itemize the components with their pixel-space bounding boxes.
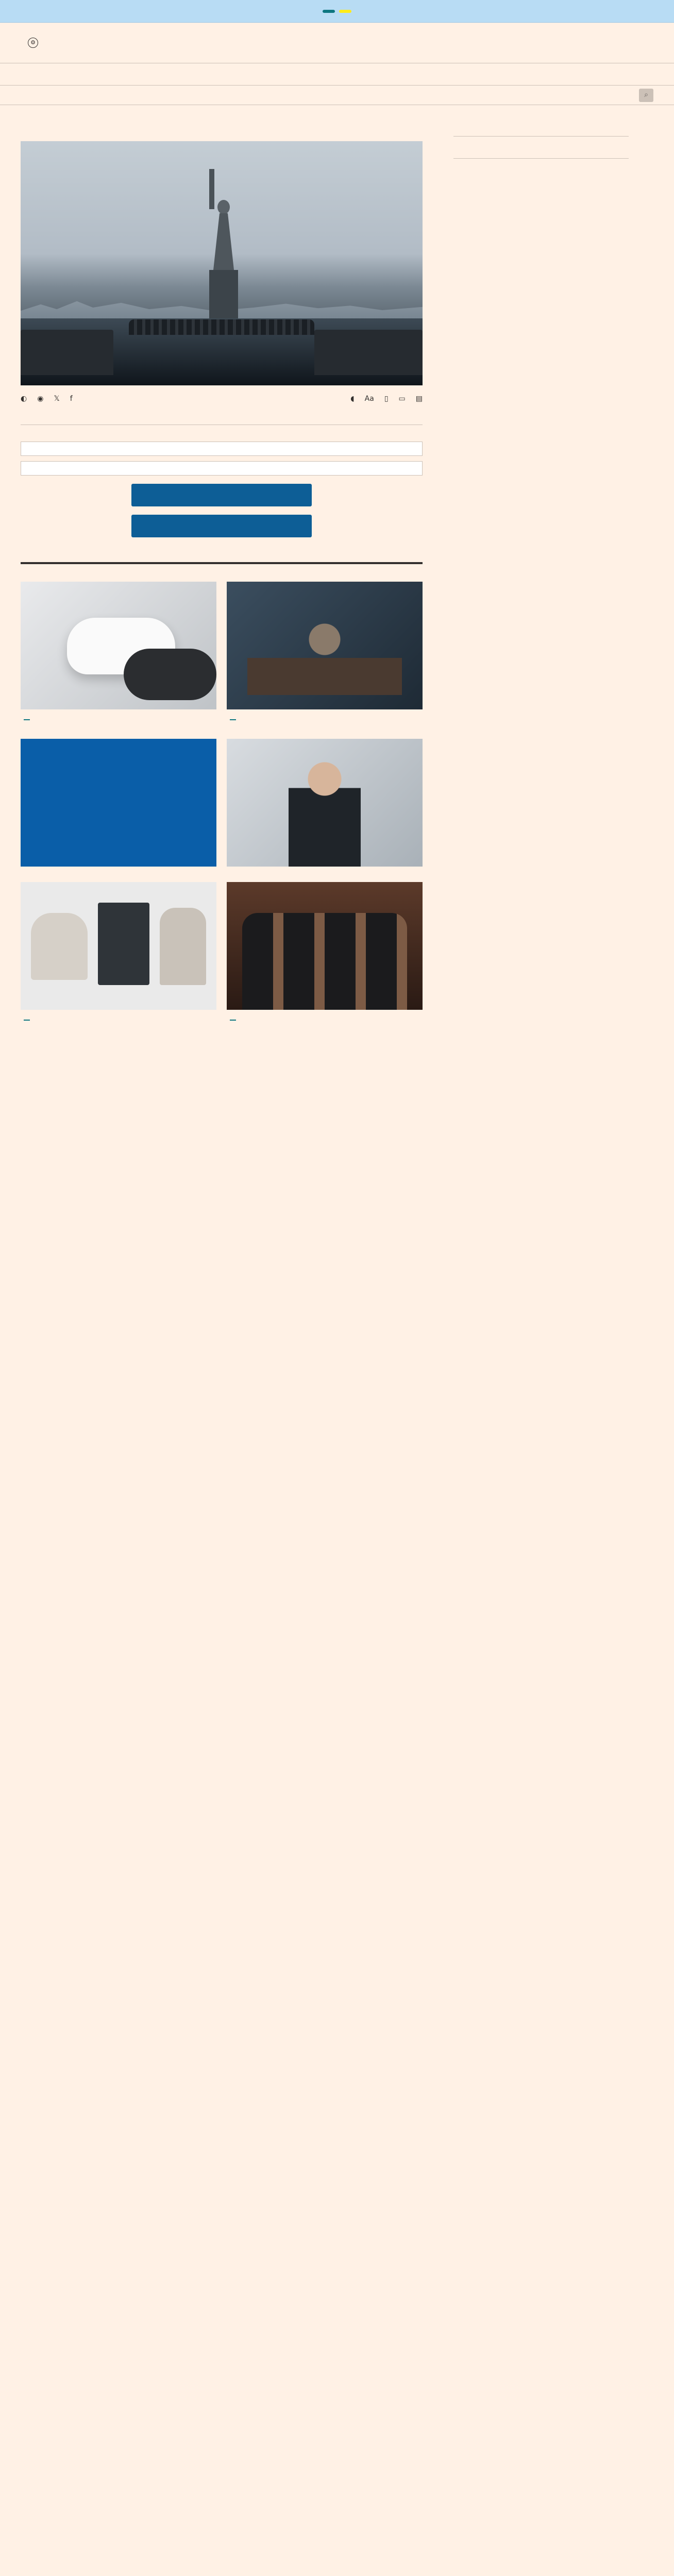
crowd-silhouette [129, 319, 314, 335]
politician-image [227, 739, 423, 867]
card-tag [24, 719, 30, 720]
facebook-icon[interactable]: f [70, 395, 73, 403]
academy-card[interactable] [227, 882, 423, 1029]
top-banner [0, 0, 674, 23]
card-tag [24, 1020, 30, 1021]
academy-card[interactable] [21, 739, 216, 872]
login-comment-button[interactable] [131, 484, 312, 506]
ft-academy [0, 537, 674, 1029]
subscribe-button[interactable] [339, 10, 351, 13]
settings-icon[interactable]: ⚙ [28, 38, 38, 48]
audio-icon[interactable]: ◖ [350, 395, 355, 403]
game-controller-image [21, 582, 216, 709]
ft-academy-title [21, 562, 423, 573]
font-size-icon[interactable]: Aa [364, 395, 374, 403]
ferry-left [21, 330, 113, 375]
sidebar [453, 105, 629, 537]
related-articles-title [453, 130, 629, 137]
statue-of-liberty [206, 169, 237, 324]
save-icon[interactable]: ▤ [415, 395, 423, 403]
sub-nav [0, 86, 674, 105]
password-input[interactable] [21, 461, 423, 476]
username-input[interactable] [21, 442, 423, 456]
main-nav [0, 63, 674, 86]
bookmark-icon[interactable]: ▯ [384, 395, 389, 403]
report-image [227, 582, 423, 709]
wechat-icon[interactable]: ◐ [21, 395, 27, 403]
comment-icon[interactable]: ▭ [398, 395, 406, 403]
share-bar [21, 385, 423, 410]
academy-card[interactable] [21, 582, 216, 728]
article [21, 105, 423, 537]
card-tag [230, 1020, 236, 1021]
card-tag [230, 719, 236, 720]
academy-card[interactable] [21, 882, 216, 1029]
membership-button[interactable] [323, 10, 335, 13]
masthead [0, 23, 674, 63]
promo-banner [21, 739, 216, 867]
hero-image [21, 141, 423, 385]
twitter-x-icon[interactable]: 𝕏 [54, 395, 60, 403]
register-button[interactable] [131, 515, 312, 537]
academy-card[interactable] [227, 739, 423, 872]
search-icon[interactable]: ⌕ [639, 89, 653, 102]
related-topics-title [453, 152, 629, 159]
academy-card[interactable] [227, 582, 423, 728]
assembly-image [227, 882, 423, 1010]
ferry-right [314, 330, 423, 375]
headphones-image [21, 882, 216, 1010]
weibo-icon[interactable]: ◉ [37, 395, 44, 403]
comments-section [21, 425, 423, 537]
